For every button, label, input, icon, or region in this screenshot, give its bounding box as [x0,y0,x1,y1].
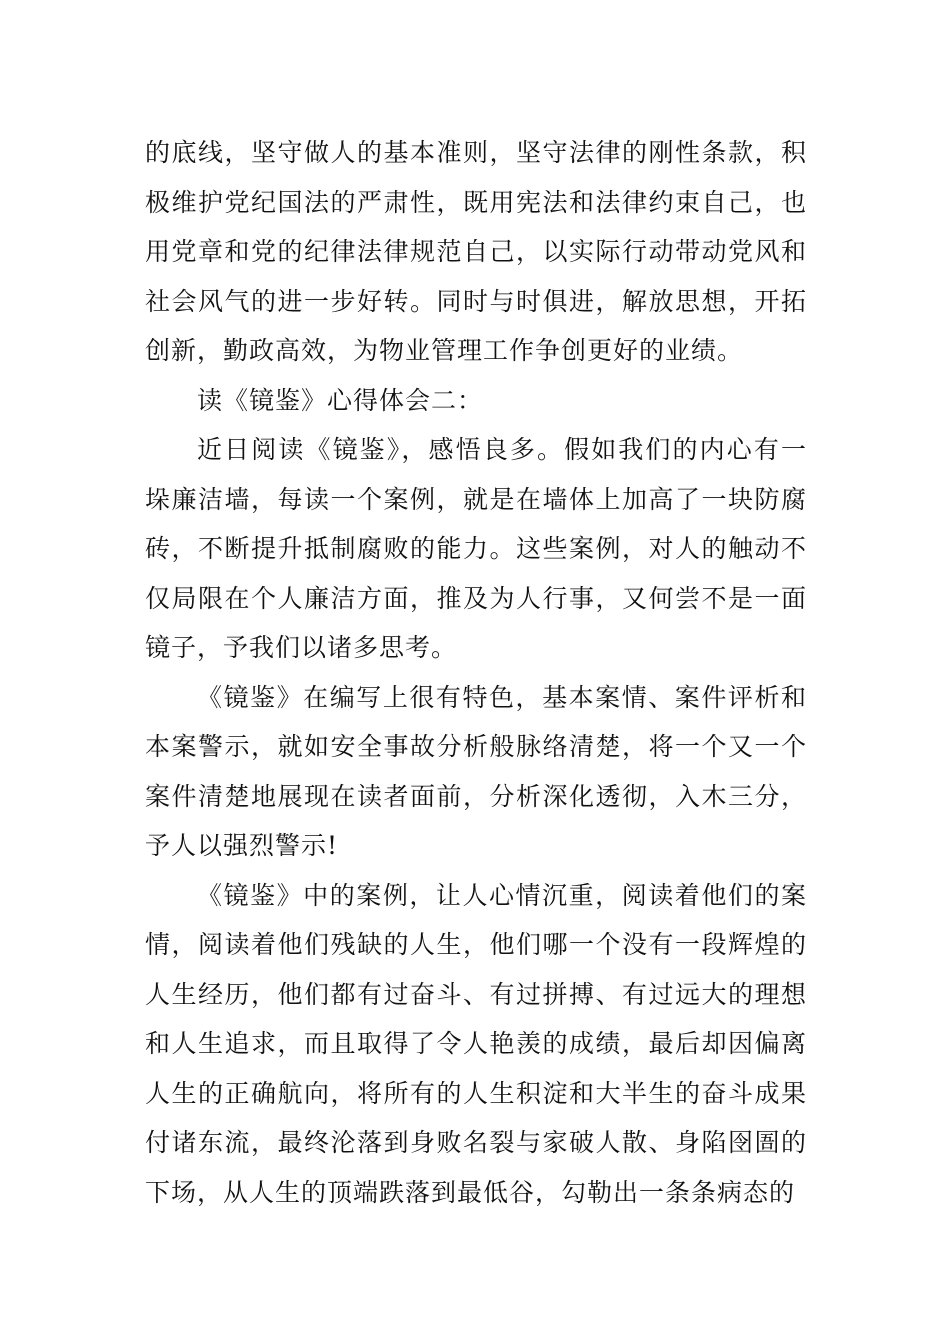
paragraph-intro: 近日阅读《镜鉴》，感悟良多。假如我们的内心有一垛廉洁墙，每读一个案例，就是在墙体上加高了一块防腐砖，不断提升抵制腐败的能力。这些案例，对人的触动不仅局限在个人廉洁方面，推及为人行事，又何尝不是一面镜子，予我们以诸多思考。 [145,435,807,662]
document-body [145,128,807,1217]
paragraph-features: 《镜鉴》在编写上很有特色，基本案情、案件评析和本案警示，就如安全事故分析般脉络清楚，将一个又一个案件清楚地展现在读者面前，分析深化透彻，入木三分，予人以强烈警示! [145,682,807,860]
paragraph-continuation: 的底线，坚守做人的基本准则，坚守法律的刚性条款，积极维护党纪国法的严肃性，既用宪法和法律约束自己，也用党章和党的纪律法律规范自己，以实际行动带动党风和社会风气的进一步好转。同时与时俱进，解放思想，开拓创新，勤政高效，为物业管理工作争创更好的业绩。 [145,138,807,365]
section-heading: 读《镜鉴》心得体会二： [197,385,484,415]
paragraph-cases: 《镜鉴》中的案例，让人心情沉重，阅读着他们的案情，阅读着他们残缺的人生，他们哪一个没有一段辉煌的人生经历，他们都有过奋斗、有过拼搏、有过远大的理想和人生追求，而且取得了令人艳羡的成绩，最后却因偏离人生的正确航向，将所有的人生积淀和大半生的奋斗成果付诸东流，最终沦落到身败名裂与家破人散、身陷囹圄的下场，从人生的顶端跌落到最低谷，勾勒出一条条病态的 [145,880,807,1207]
